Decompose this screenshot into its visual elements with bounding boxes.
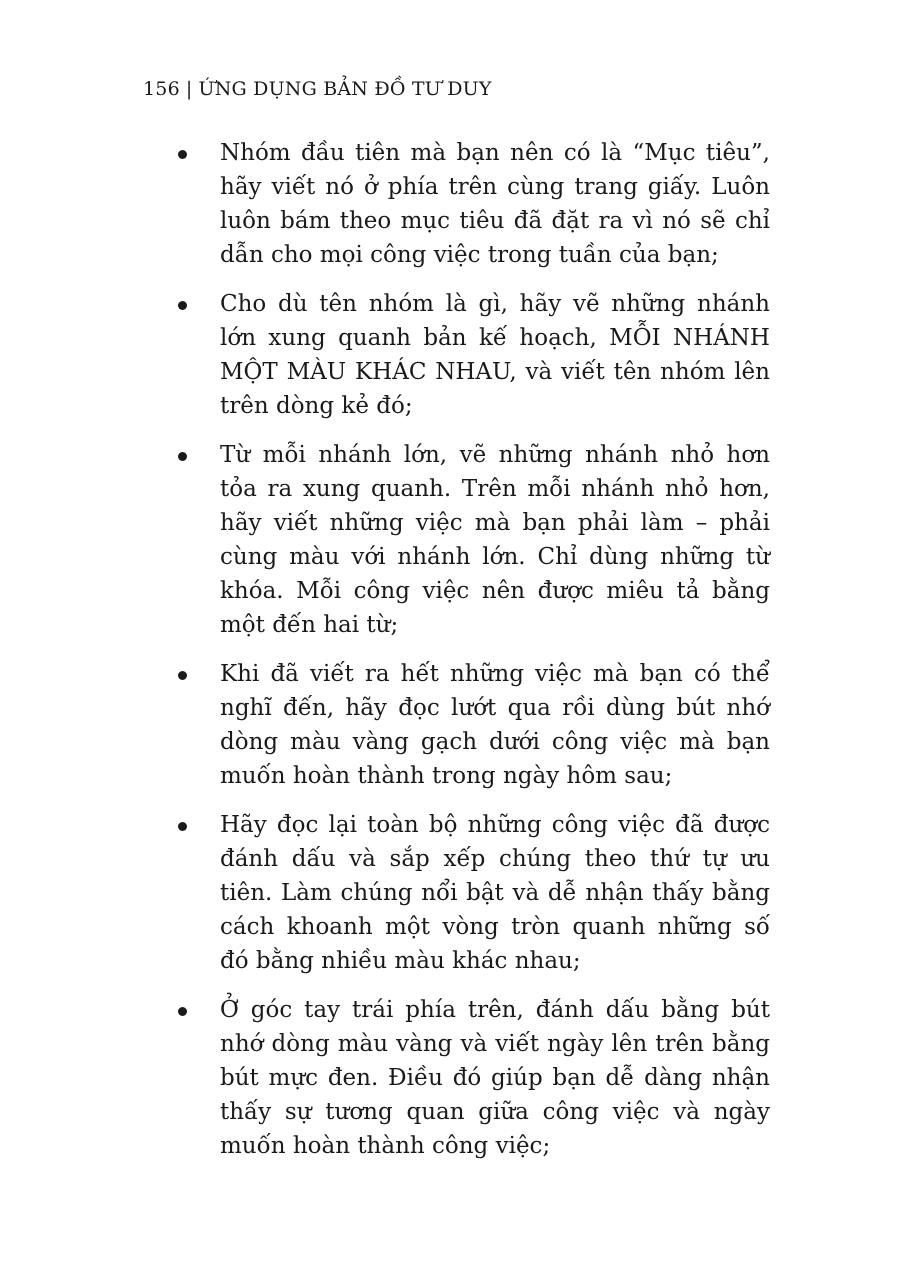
header-separator: | [185,78,193,100]
page-number: 156 [143,78,180,100]
list-item [172,657,770,793]
list-item-text: Nhóm đầu tiên mà bạn nên có là “Mục tiêu”, hãy viết nó ở phía trên cùng trang giấy. Luôn luôn bám theo mục tiêu đã đặt ra vì nó sẽ chỉ dẫn cho mọi công việc trong tuần của bạn; [220,140,770,268]
bullet-dot-icon [178,1007,187,1016]
list-item [172,438,770,642]
bullet-list [172,136,770,1163]
bullet-dot-icon [178,671,187,680]
list-item [172,136,770,272]
list-item-text: Cho dù tên nhóm là gì, hãy vẽ những nhánh lớn xung quanh bản kế hoạch, MỖI NHÁNH MỘT MÀU KHÁC NHAU, và viết tên nhóm lên trên dòng kẻ đó; [220,291,770,419]
page-body [172,136,770,1178]
list-item-text: Từ mỗi nhánh lớn, vẽ những nhánh nhỏ hơn tỏa ra xung quanh. Trên mỗi nhánh nhỏ hơn, hãy viết những việc mà bạn phải làm – phải cùng màu với nhánh lớn. Chỉ dùng những từ khóa. Mỗi công việc nên được miêu tả bằng một đến hai từ; [220,442,770,638]
list-item [172,808,770,978]
running-header [143,78,492,100]
list-item [172,993,770,1163]
list-item-text: Ở góc tay trái phía trên, đánh dấu bằng bút nhớ dòng màu vàng và viết ngày lên trên bằng bút mực đen. Điều đó giúp bạn dễ dàng nhận thấy sự tương quan giữa công việc và ngày muốn hoàn thành công việc; [220,997,770,1159]
list-item [172,287,770,423]
book-title: ỨNG DỤNG BẢN ĐỒ TƯ DUY [198,78,492,100]
bullet-dot-icon [178,150,187,159]
list-item-text: Hãy đọc lại toàn bộ những công việc đã được đánh dấu và sắp xếp chúng theo thứ tự ưu tiên. Làm chúng nổi bật và dễ nhận thấy bằng cách khoanh một vòng tròn quanh những số đó bằng nhiều màu khác nhau; [220,812,770,974]
bullet-dot-icon [178,452,187,461]
bullet-dot-icon [178,301,187,310]
bullet-dot-icon [178,822,187,831]
list-item-text: Khi đã viết ra hết những việc mà bạn có thể nghĩ đến, hãy đọc lướt qua rồi dùng bút nhớ dòng màu vàng gạch dưới công việc mà bạn muốn hoàn thành trong ngày hôm sau; [220,661,770,789]
